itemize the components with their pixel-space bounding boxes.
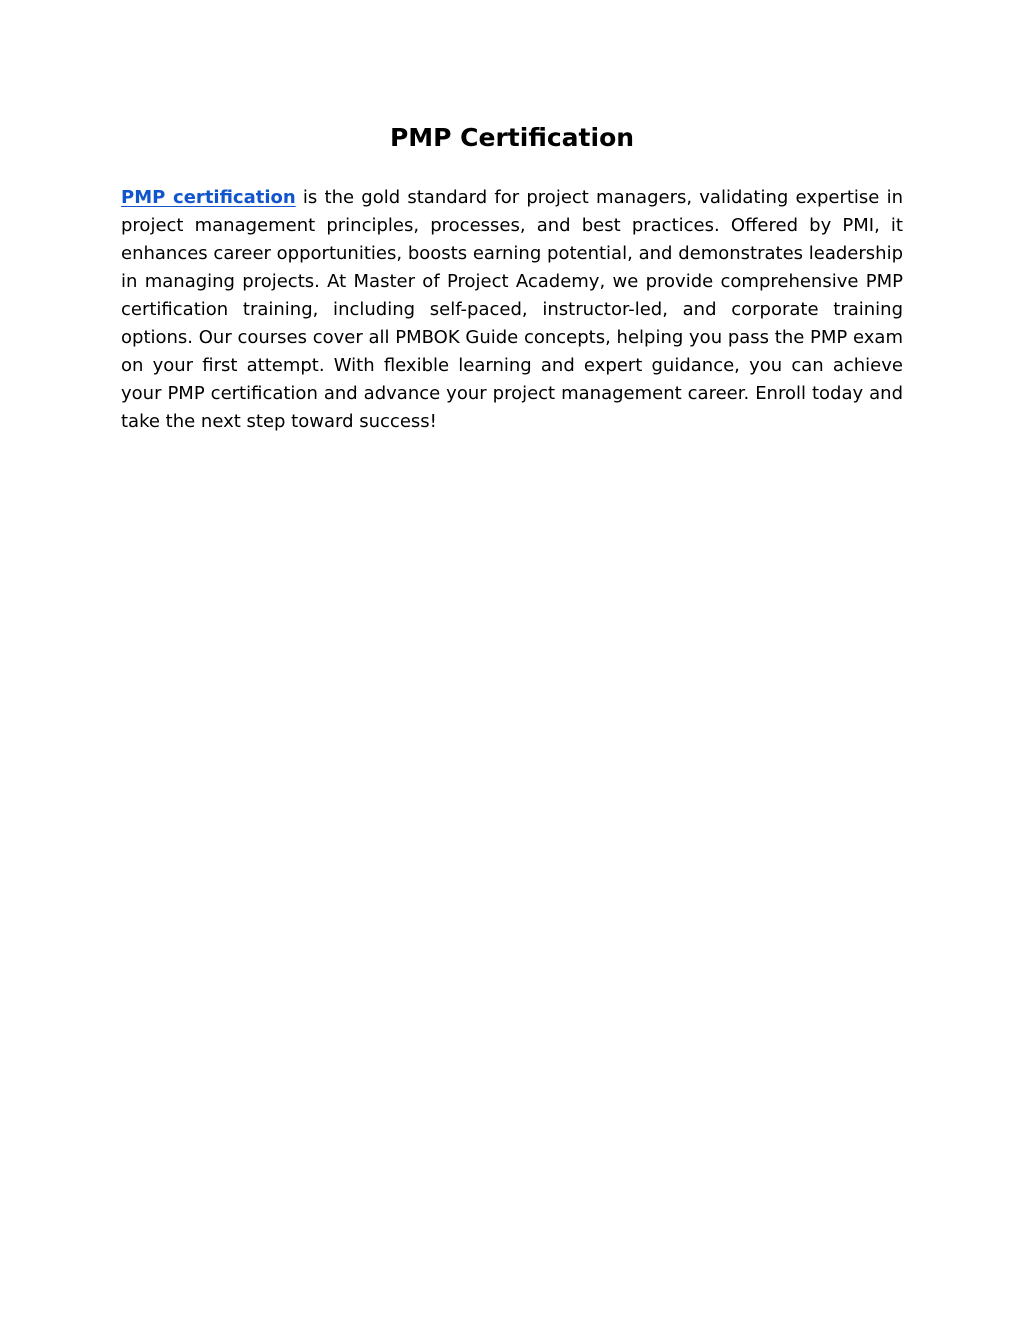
body-paragraph <box>121 184 903 436</box>
document-title: PMP Certification <box>389 123 635 152</box>
body-paragraph-text: is the gold standard for project managers, validating expertise in project management principles, processes, and best practices. Offered by PMI, it enhances career opportunities, boosts earning potential, and demonstrates leadership in managing projects. At Master of Project Academy, we provide comprehensive PMP certification training, including self-paced, instructor-led, and corporate training options. Our courses cover all PMBOK Guide concepts, helping you pass the PMP exam on your first attempt. With flexible learning and expert guidance, you can achieve your PMP certification and advance your project management career. Enroll today and take the next step toward success! <box>121 187 903 432</box>
pmp-certification-link[interactable]: PMP certification <box>121 187 296 208</box>
